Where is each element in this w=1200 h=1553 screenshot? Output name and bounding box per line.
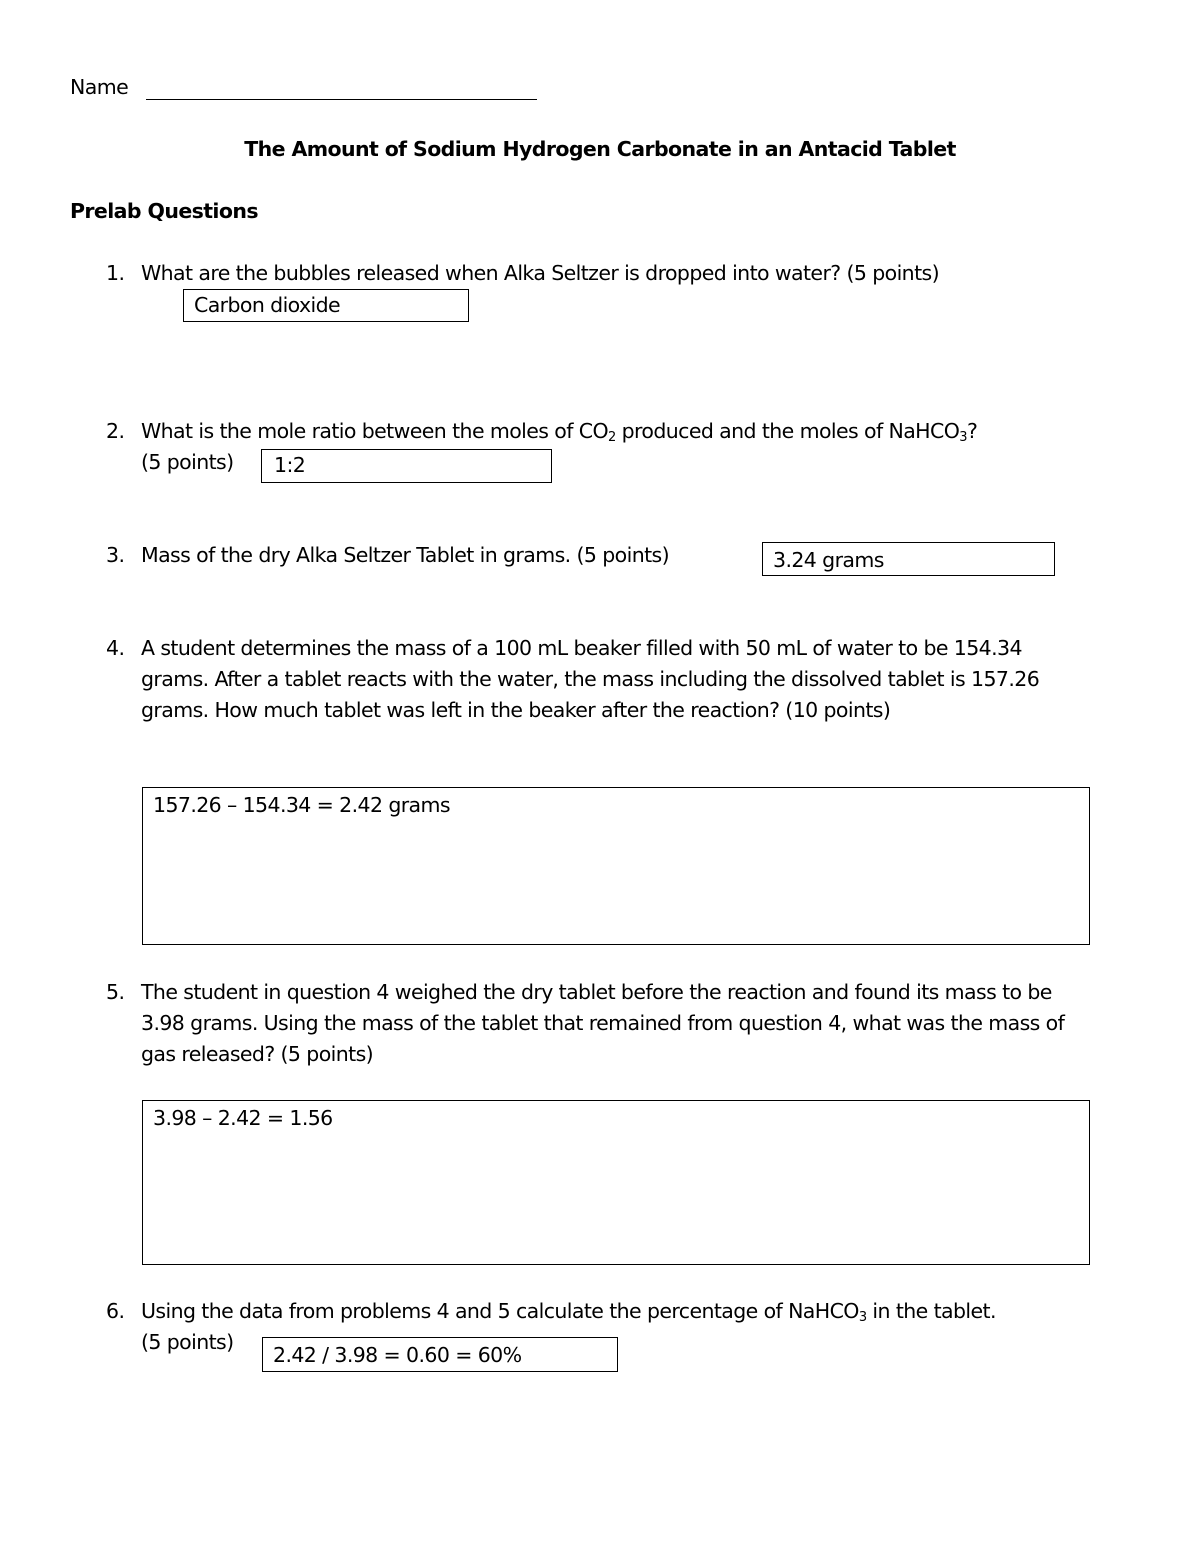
answer-box[interactable] [183, 289, 469, 322]
question-text: Mass of the dry Alka Seltzer Tablet in grams. (5 points) [141, 543, 670, 567]
question-text-part: in the tablet. [866, 1299, 996, 1323]
name-field[interactable] [146, 99, 537, 100]
answer-text: 1:2 [274, 453, 306, 477]
question-text-part: What is the mole ratio between the moles of CO [141, 419, 609, 443]
answer-box[interactable] [262, 1337, 618, 1372]
answer-box[interactable] [261, 449, 552, 483]
question-text [141, 1299, 996, 1323]
question-text-line: gas released? (5 points) [141, 1042, 374, 1066]
subscript: 3 [858, 1310, 867, 1325]
answer-text: 2.42 / 3.98 = 0.60 = 60% [273, 1343, 522, 1367]
section-title: Prelab Questions [70, 199, 258, 223]
answer-text: 3.24 grams [773, 548, 884, 572]
question-text-line: 3.98 grams. Using the mass of the tablet that remained from question 4, what was the mass of [141, 1011, 1065, 1035]
question-points: (5 points) [141, 450, 234, 474]
question-number: 2. [106, 419, 125, 443]
question-number: 3. [106, 543, 125, 567]
question-points: (5 points) [141, 1330, 234, 1354]
subscript: 3 [959, 430, 967, 445]
answer-text: 3.98 – 2.42 = 1.56 [153, 1106, 333, 1130]
question-text-line: grams. How much tablet was left in the beaker after the reaction? (10 points) [141, 698, 891, 722]
answer-box[interactable] [142, 787, 1090, 945]
page-title: The Amount of Sodium Hydrogen Carbonate in an Antacid Tablet [244, 137, 956, 161]
subscript: 2 [608, 430, 616, 445]
answer-text: Carbon dioxide [194, 293, 341, 317]
question-text-part: produced and the moles of NaHCO [615, 419, 960, 443]
question-number: 5. [106, 980, 125, 1004]
question-text-line: A student determines the mass of a 100 mL beaker filled with 50 mL of water to be 154.34 [141, 636, 1022, 660]
question-text: What are the bubbles released when Alka Seltzer is dropped into water? (5 points) [141, 261, 939, 285]
answer-text: 157.26 – 154.34 = 2.42 grams [153, 793, 450, 817]
question-text [141, 419, 977, 443]
question-number: 1. [106, 261, 125, 285]
name-label: Name [70, 75, 129, 99]
question-number: 4. [106, 636, 125, 660]
question-text-line: The student in question 4 weighed the dry tablet before the reaction and found its mass to be [141, 980, 1052, 1004]
question-number: 6. [106, 1299, 125, 1323]
question-text-line: grams. After a tablet reacts with the water, the mass including the dissolved tablet is 157.26 [141, 667, 1040, 691]
answer-box[interactable] [762, 542, 1055, 576]
question-text-part: ? [966, 419, 978, 443]
question-text-part: Using the data from problems 4 and 5 calculate the percentage of NaHCO [141, 1299, 859, 1323]
answer-box[interactable] [142, 1100, 1090, 1265]
